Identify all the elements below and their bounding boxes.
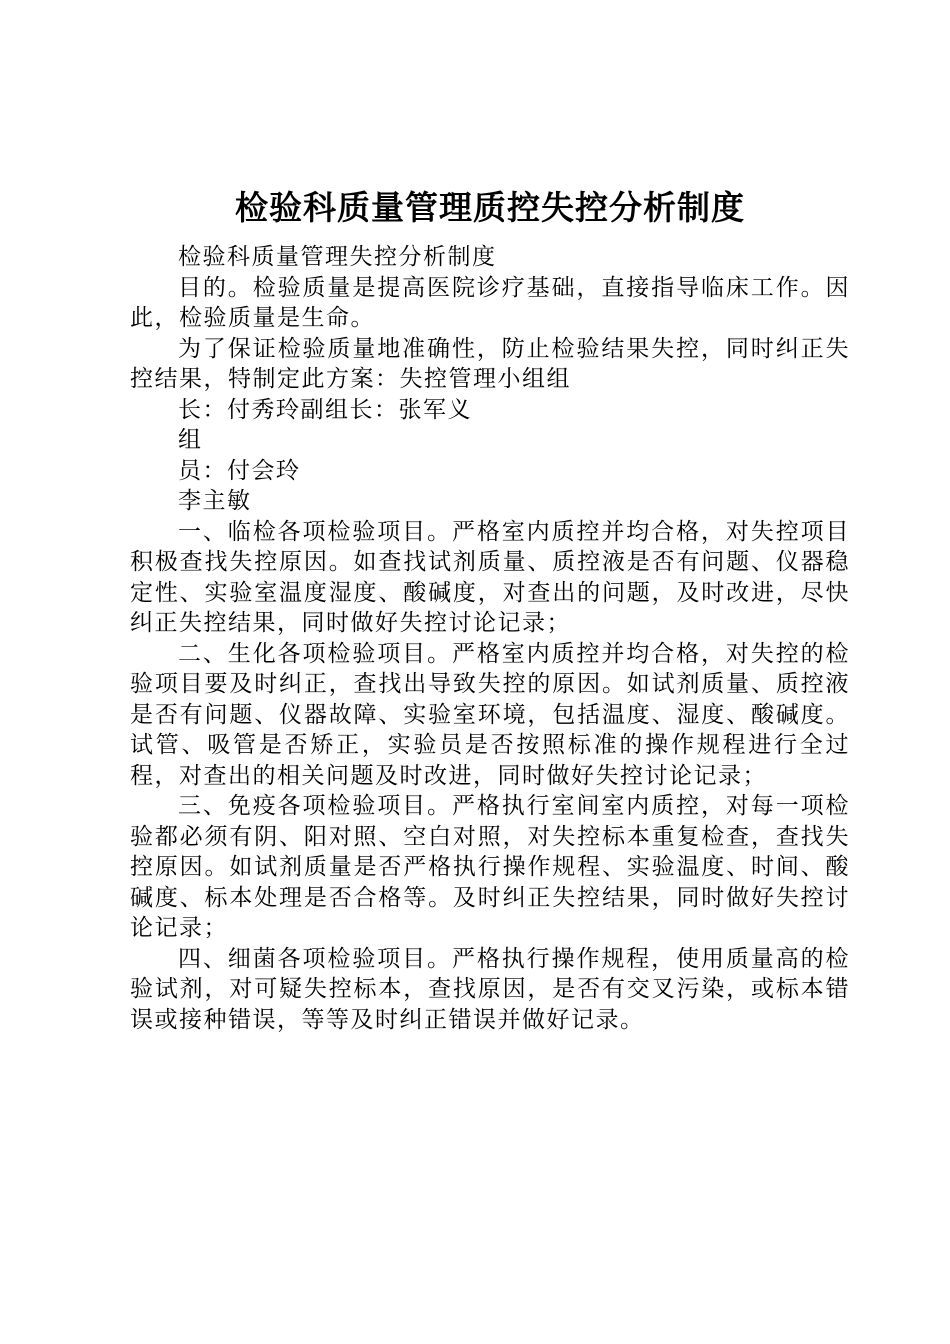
document-page — [130, 186, 850, 1035]
paragraph-group-leader: 长：付秀玲副组长：张军义 — [178, 396, 472, 423]
paragraph-section-clinical: 一、临检各项检验项目。严格室内质控并均合格，对失控项目积极查找失控原因。如查找试剂质量、质控液是否有问题、仪器稳定性、实验室温度湿度、酸碱度，对查出的问题，及时改进，尽快纠正失控结果，同时做好失控讨论记录； — [130, 518, 850, 636]
paragraph-section-biochem: 二、生化各项检验项目。严格室内质控并均合格，对失控的检验项目要及时纠正，查找出导致失控的原因。如试剂质量、质控液是否有问题、仪器故障、实验室环境，包括温度、湿度、酸碱度。试管、吸管是否矫正，实验员是否按照标准的操作规程进行全过程，对查出的相关问题及时改进，同时做好失控讨论记录； — [130, 640, 850, 789]
paragraph-subtitle: 检验科质量管理失控分析制度 — [178, 244, 497, 270]
paragraph-member-2: 李主敏 — [178, 488, 252, 514]
paragraph-purpose: 目的。检验质量是提高医院诊疗基础，直接指导临床工作。因此，检验质量是生命。 — [130, 274, 850, 331]
paragraph-group-label: 组 — [178, 427, 203, 453]
paragraph-member: 员：付会玲 — [178, 457, 301, 484]
paragraph-scope: 为了保证检验质量地准确性，防止检验结果失控，同时纠正失控结果，特制定此方案：失控管理小组组 — [130, 335, 850, 392]
paragraph-section-immuno: 三、免疫各项检验项目。严格执行室间室内质控，对每一项检验都必须有阴、阳对照、空白对照，对失控标本重复检查，查找失控原因。如试剂质量是否严格执行操作规程、实验温度、时间、酸碱度、标本处理是否合格等。及时纠正失控结果，同时做好失控讨论记录； — [130, 793, 850, 941]
document-title: 检验科质量管理质控失控分析制度 — [235, 188, 745, 227]
paragraph-section-bacteria: 四、细菌各项检验项目。严格执行操作规程，使用质量高的检验试剂，对可疑失控标本，查找原因，是否有交叉污染，或标本错误或接种错误，等等及时纠正错误并做好记录。 — [130, 945, 850, 1033]
